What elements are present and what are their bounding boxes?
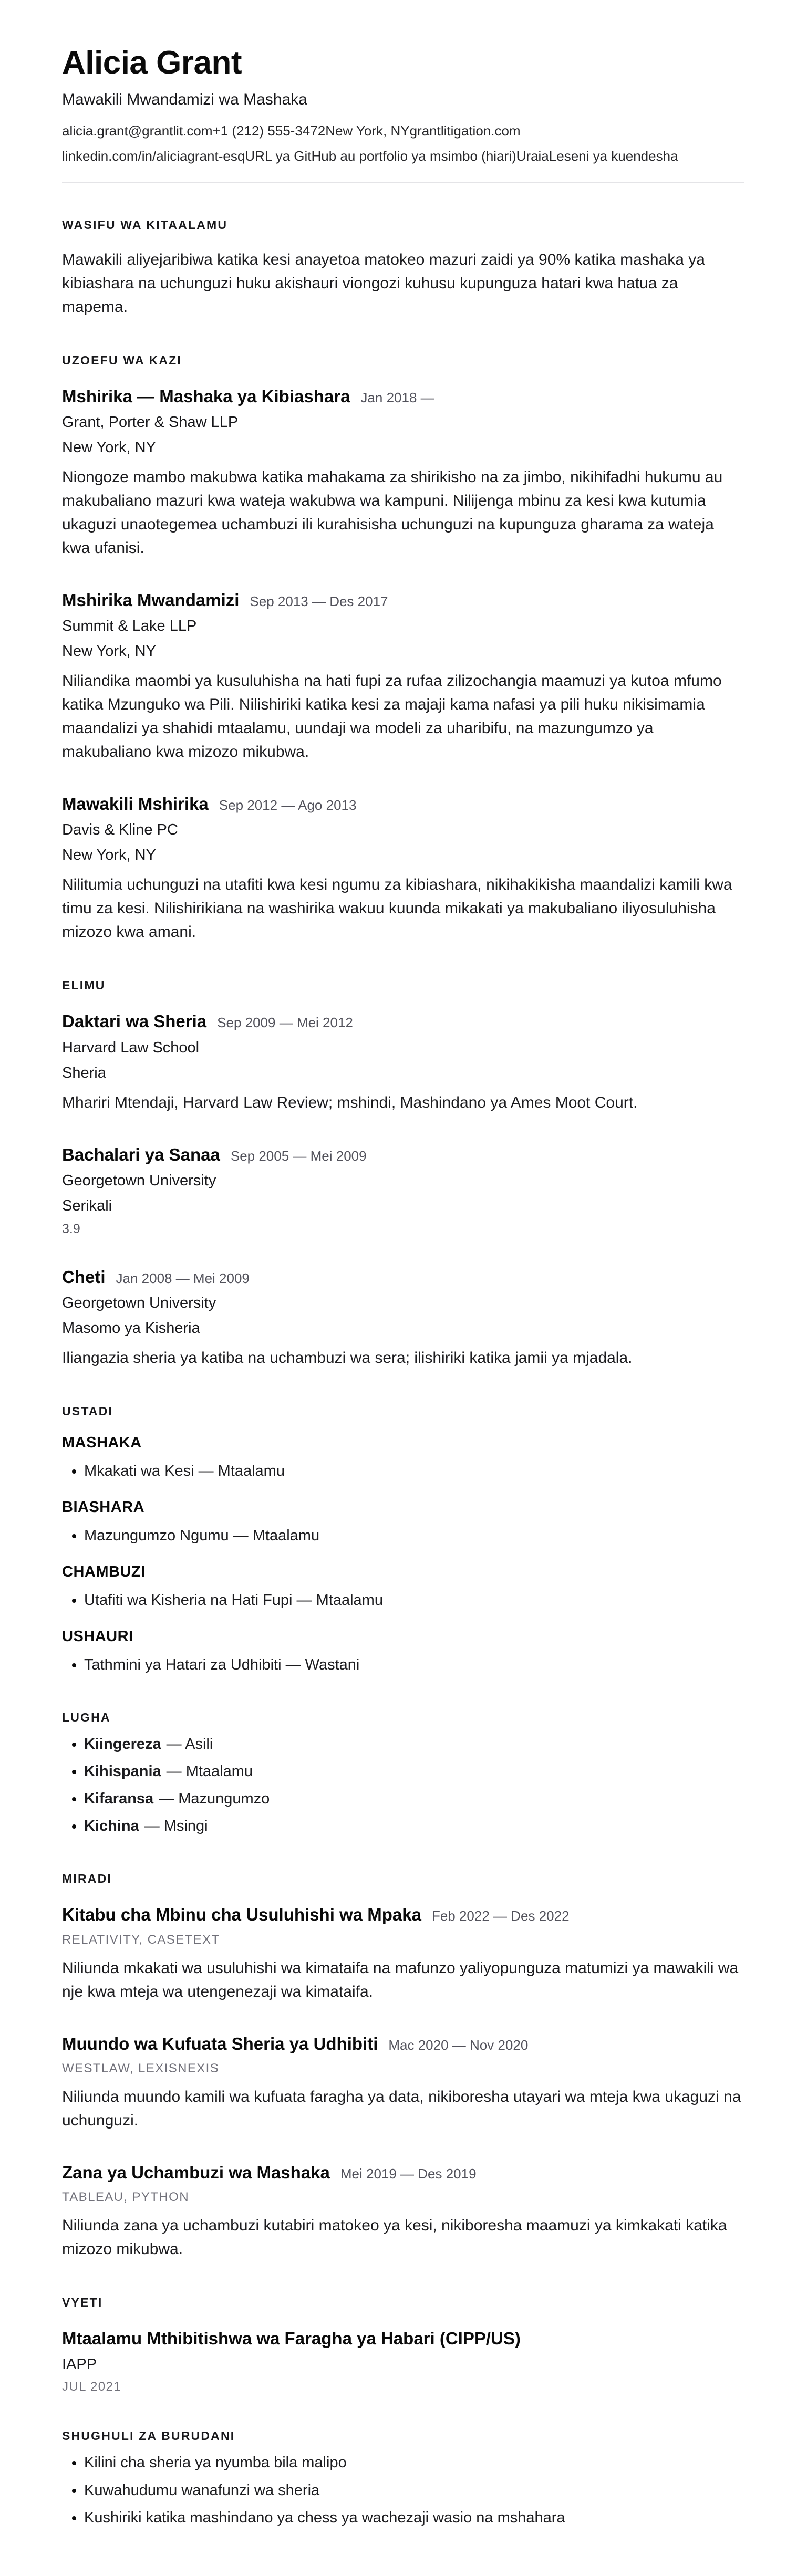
- entry-header: [62, 793, 744, 815]
- job-location: New York, NY: [62, 847, 156, 864]
- section-languages: [62, 1711, 744, 1837]
- education-entry: [62, 1010, 744, 1114]
- field-of-study: Serikali: [62, 1197, 112, 1214]
- entry-header: [62, 1904, 744, 1925]
- entry-header: [62, 1010, 744, 1032]
- skill-item: • Mazungumzo Ngumu — Mtaalamu: [84, 1525, 744, 1547]
- project-tools: RELATIVITY, CASETEXT: [62, 1932, 220, 1947]
- job-company: Davis & Kline PC: [62, 821, 178, 839]
- skill-category: BIASHARA: [62, 1499, 145, 1516]
- education-dates: Sep 2009 — Mei 2012: [217, 1015, 353, 1031]
- entry-header: [62, 385, 744, 407]
- skill-category: MASHAKA: [62, 1434, 142, 1452]
- section-education: [62, 978, 744, 1370]
- language-level: — Msingi: [144, 1818, 208, 1835]
- job-title: Mawakili Mshirika: [62, 794, 209, 814]
- job-description: Niliandika maombi ya kusuluhisha na hati fupi za rufaa zilizochangia maamuzi ya kutoa mfumo katika Mzunguko wa Pili. Nilishiriki katika kesi za majaji kama nafasi ya pili huku nikisimamia maandalizi ya shahidi mtaalamu, uundaji wa modeli za uharibifu, na mazungumzo ya makubaliano kwa mizozo mikubwa.: [62, 672, 722, 761]
- linkedin-text: linkedin.com/in/aliciagrant-esq: [62, 148, 245, 164]
- school-name: Harvard Law School: [62, 1039, 200, 1056]
- language-level: — Mazungumzo: [159, 1790, 270, 1808]
- experience-entry: [62, 385, 744, 560]
- project-title: Kitabu cha Mbinu cha Usuluhishi wa Mpaka: [62, 1905, 421, 1925]
- github-portfolio-text: URL ya GitHub au portfolio ya msimbo (hiari): [245, 148, 516, 164]
- email-text: alicia.grant@grantlit.com: [62, 123, 213, 139]
- certification-date: JUL 2021: [62, 2380, 122, 2394]
- section-summary: [62, 218, 744, 319]
- entry-header: [62, 1266, 744, 1288]
- skill-list: [62, 1589, 744, 1611]
- drivers-license-text: Leseni ya kuendesha: [549, 148, 678, 164]
- gpa-value: 3.9: [62, 1221, 80, 1236]
- skills-heading: USTADI: [62, 1404, 113, 1419]
- skill-group: [62, 1499, 744, 1547]
- language-name: Kifaransa: [84, 1790, 154, 1808]
- education-dates: Sep 2005 — Mei 2009: [230, 1148, 367, 1164]
- website-text: grantlitigation.com: [409, 123, 521, 139]
- language-level: — Mtaalamu: [166, 1763, 253, 1780]
- degree-title: Daktari wa Sheria: [62, 1011, 207, 1031]
- hobbies-heading: SHUGHULI ZA BURUDANI: [62, 2429, 235, 2443]
- language-item: [84, 1760, 744, 1782]
- education-entry: [62, 1266, 744, 1370]
- skill-group: [62, 1628, 744, 1676]
- degree-title: Cheti: [62, 1267, 106, 1287]
- skill-group: [62, 1434, 744, 1482]
- job-title: Mshirika Mwandamizi: [62, 590, 240, 610]
- summary-heading: WASIFU WA KITAALAMU: [62, 217, 228, 232]
- skill-list: [62, 1654, 744, 1676]
- job-location: New York, NY: [62, 643, 156, 660]
- citizenship-text: Uraia: [516, 148, 549, 164]
- education-entry: [62, 1144, 744, 1237]
- job-description: Niongoze mambo makubwa katika mahakama za shirikisho na za jimbo, nikihifadhi hukumu au makubaliano mazuri kwa wateja wakubwa wa kampuni. Nilijenga mbinu za kesi kwa kutumia ukaguzi unaotegemea uchambuzi ili kurahisisha uchunguzi na kupunguza gharama za wateja kwa ufanisi.: [62, 468, 723, 557]
- language-level: — Asili: [166, 1736, 213, 1753]
- field-of-study: Sheria: [62, 1064, 106, 1081]
- section-certifications: [62, 2296, 744, 2394]
- project-dates: Mac 2020 — Nov 2020: [388, 2037, 529, 2053]
- project-entry: [62, 2033, 744, 2132]
- certification-title: Mtaalamu Mthibitishwa wa Faragha ya Habari (CIPP/US): [62, 2329, 521, 2349]
- section-hobbies: [62, 2429, 744, 2528]
- education-note: Iliangazia sheria ya katiba na uchambuzi wa sera; ilishiriki katika jamii ya mjadala.: [62, 1349, 633, 1367]
- education-heading: ELIMU: [62, 978, 106, 993]
- project-description: Niliunda muundo kamili wa kufuata faragha ya data, nikiboresha utayari wa mteja kwa ukaguzi na uchunguzi.: [62, 2088, 741, 2129]
- skill-group: [62, 1563, 744, 1611]
- section-skills: [62, 1404, 744, 1676]
- skill-item: • Mkakati wa Kesi — Mtaalamu: [84, 1460, 744, 1482]
- entry-header: [62, 589, 744, 611]
- hobby-list: [62, 2452, 744, 2528]
- project-tools: WESTLAW, LEXISNEXIS: [62, 2061, 220, 2076]
- job-dates: Jan 2018 —: [360, 389, 434, 405]
- entry-header: [62, 2162, 744, 2183]
- summary-text: Mawakili aliyejaribiwa katika kesi anayetoa matokeo mazuri zaidi ya 90% katika mashaka ya kibiashara na uchunguzi huku akishauri viongozi kuhusu kupunguza hatari kwa hatua za mapema.: [62, 251, 705, 316]
- section-experience: [62, 353, 744, 944]
- language-item: [84, 1815, 744, 1837]
- project-description: Niliunda mkakati wa usuluhishi wa kimataifa na mafunzo yaliyopunguza matumizi ya mawakili wa nje kwa mteja wa utengenezaji wa kimataifa.: [62, 1959, 739, 2000]
- project-tools: TABLEAU, PYTHON: [62, 2190, 189, 2205]
- job-title: Mshirika — Mashaka ya Kibiashara: [62, 386, 350, 406]
- language-name: Kiingereza: [84, 1736, 161, 1753]
- job-description: Nilitumia uchunguzi na utafiti kwa kesi ngumu za kibiashara, nikihakikisha maandalizi kamili kwa timu za kesi. Nilishirikiana na washirika wakuu kuunda mikakati ya makubaliano iliyosuluhisha mizozo kwa amani.: [62, 876, 732, 941]
- hobby-item: • Kuwahudumu wanafunzi wa sheria: [84, 2479, 744, 2501]
- person-name: Alicia Grant: [62, 45, 242, 81]
- experience-entry: [62, 589, 744, 764]
- field-of-study: Masomo ya Kisheria: [62, 1320, 200, 1337]
- language-item: [84, 1733, 744, 1755]
- job-dates: Sep 2012 — Ago 2013: [219, 797, 357, 814]
- language-list: [62, 1733, 744, 1837]
- job-location: New York, NY: [62, 439, 156, 456]
- skill-category: USHAURI: [62, 1628, 133, 1645]
- skill-category: CHAMBUZI: [62, 1563, 146, 1581]
- section-projects: [62, 1872, 744, 2261]
- skill-list: [62, 1460, 744, 1482]
- skill-item: • Utafiti wa Kisheria na Hati Fupi — Mtaalamu: [84, 1589, 744, 1611]
- project-description: Niliunda zana ya uchambuzi kutabiri matokeo ya kesi, nikiboresha maamuzi ya kimkakati katika mizozo mikubwa.: [62, 2217, 727, 2258]
- job-company: Summit & Lake LLP: [62, 618, 197, 635]
- certification-issuer: IAPP: [62, 2356, 97, 2373]
- education-note: Mhariri Mtendaji, Harvard Law Review; mshindi, Mashindano ya Ames Moot Court.: [62, 1093, 638, 1111]
- school-name: Georgetown University: [62, 1172, 216, 1189]
- languages-heading: LUGHA: [62, 1711, 111, 1725]
- project-entry: [62, 2162, 744, 2261]
- language-name: Kihispania: [84, 1763, 161, 1780]
- certification-entry: [62, 2328, 744, 2394]
- entry-header: [62, 2033, 744, 2054]
- school-name: Georgetown University: [62, 1295, 216, 1312]
- contact-line-1: [62, 122, 744, 140]
- certifications-heading: VYETI: [62, 2296, 103, 2310]
- degree-title: Bachalari ya Sanaa: [62, 1144, 220, 1164]
- language-item: [84, 1788, 744, 1810]
- language-name: Kichina: [84, 1818, 139, 1835]
- project-dates: Feb 2022 — Des 2022: [431, 1908, 570, 1924]
- project-title: Muundo wa Kufuata Sheria ya Udhibiti: [62, 2033, 378, 2053]
- project-dates: Mei 2019 — Des 2019: [340, 2165, 477, 2182]
- projects-heading: MIRADI: [62, 1872, 112, 1886]
- project-entry: [62, 1904, 744, 2003]
- job-dates: Sep 2013 — Des 2017: [250, 593, 388, 609]
- experience-heading: UZOEFU WA KAZI: [62, 353, 182, 367]
- skill-item: • Tathmini ya Hatari za Udhibiti — Wastani: [84, 1654, 744, 1676]
- hobby-item: • Kilini cha sheria ya nyumba bila malipo: [84, 2452, 744, 2474]
- skill-list: [62, 1525, 744, 1547]
- phone-text: +1 (212) 555-3472: [212, 123, 326, 139]
- location-text: New York, NY: [325, 123, 410, 139]
- education-dates: Jan 2008 — Mei 2009: [116, 1270, 250, 1286]
- contact-line-2: [62, 148, 744, 165]
- entry-header: [62, 1144, 744, 1165]
- person-title: Mawakili Mwandamizi wa Mashaka: [62, 91, 307, 108]
- project-title: Zana ya Uchambuzi wa Mashaka: [62, 2162, 330, 2182]
- job-company: Grant, Porter & Shaw LLP: [62, 413, 239, 431]
- header-divider: [62, 182, 744, 183]
- hobby-item: • Kushiriki katika mashindano ya chess ya wachezaji wasio na mshahara: [84, 2507, 744, 2529]
- resume-header: [62, 44, 744, 183]
- experience-entry: [62, 793, 744, 944]
